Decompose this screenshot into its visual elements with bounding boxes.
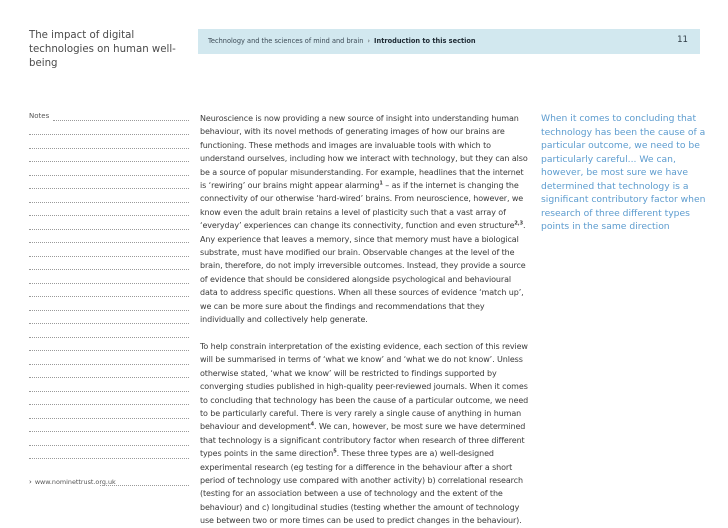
notes-rule — [29, 404, 189, 405]
notes-rule — [29, 458, 189, 459]
body-text-run: Neuroscience is now providing a new source of insight into understanding human behaviour, with its novel methods of generating images of how our brains are functioning. These methods and images are invaluable tools with which to understand ourselves, including how we interact with technology, but they can also be a source of popular misunderstanding. For example, headlines that the internet is ‘rewiring’ our brains might appear alarming — [200, 114, 528, 191]
breadcrumb-separator-icon: › — [367, 37, 371, 45]
notes-rule — [29, 337, 189, 338]
document-title: The impact of digital technologies on human well-being — [29, 30, 176, 69]
breadcrumb — [208, 37, 476, 45]
website-url[interactable]: www.nominettrust.org.uk — [34, 478, 116, 486]
body-text-run: . We can, however, be most sure we have determined that technology is a significant contributory factor when research of three different types points in the same direction — [200, 422, 526, 459]
website-rule — [100, 485, 189, 486]
notes-rule — [29, 229, 189, 230]
body-paragraph — [200, 340, 530, 528]
notes-rule — [53, 120, 189, 121]
notes-rule — [29, 161, 189, 162]
notes-rule — [29, 418, 189, 419]
notes-rule — [29, 188, 189, 189]
notes-rule — [29, 323, 189, 324]
breadcrumb-current: Introduction to this section — [374, 37, 476, 45]
body-text-run: To help constrain interpretation of the existing evidence, each section of this review will be summarised in terms of ‘what we know’ and ‘what we do not know’. Unless otherwise stated, ‘what we know’ will be restricted to findings supported by converging studies published in high-quality peer-reviewed journals. When it comes to concluding that technology has been the cause of a particular outcome, we need to be particularly careful. There is very rarely a single cause of anything in human behaviour and development — [200, 341, 529, 432]
notes-rule — [29, 364, 189, 365]
notes-label: Notes — [29, 112, 50, 120]
breadcrumb-parent[interactable]: Technology and the sciences of mind and brain — [208, 37, 364, 45]
notes-rule — [29, 256, 189, 257]
notes-rule — [29, 134, 189, 135]
notes-rule — [29, 310, 189, 311]
main-body-text — [200, 112, 530, 528]
chevron-right-icon: › — [29, 478, 32, 486]
notes-rule — [29, 148, 189, 149]
footnote-ref: 4 — [310, 421, 314, 428]
notes-rule — [29, 391, 189, 392]
notes-rule — [29, 431, 189, 432]
notes-rule — [29, 296, 189, 297]
notes-rule — [29, 283, 189, 284]
notes-rule — [29, 215, 189, 216]
body-text-run: . Any experience that leaves a memory, since that memory must have a biological substrate, must have modified our brain. Observable changes at the level of the brain, therefore, do not imply irreversible outcomes. Instead, they provide a source of evidence that should be considered alongside psychological and behavioural data to address specific questions. When all these sources of evidence ‘match up’, we can be more sure about the findings and recommendations that they individually and collectively help generate. — [200, 221, 526, 325]
notes-rule — [29, 269, 189, 270]
notes-rule — [29, 202, 189, 203]
body-text-run: – as if the internet is changing the connectivity of our otherwise ‘hard-wired’ brains. From neuroscience, however, we know even the adult brain retains a level of plasticity such that a vast array of ‘everyday’ experiences can change its connectivity, function and even structure — [200, 181, 524, 231]
footnote-ref: 1 — [379, 180, 383, 187]
pull-quote: When it comes to concluding that technology has been the cause of a particular outcome, we need to be particularly careful... We can, however, be most sure we have determined that technology is a significant contributory factor when research of three different types points in the same direction — [541, 113, 706, 232]
page-number: 11 — [677, 35, 688, 45]
footnote-ref: 2,3 — [514, 220, 523, 227]
notes-rule — [29, 445, 189, 446]
footnote-ref: 5 — [333, 448, 337, 455]
body-text-run: . These three types are a) well-designed experimental research (eg testing for a difference in the behaviour after a short period of technology use compared with another activity) b) correlational research (testing for an association between a use of technology and the extent of the behaviour) and c) longitudinal studies (testing whether the amount of technology use between two or more times can be used to predict changes in the behaviour). — [200, 449, 523, 526]
body-paragraph — [200, 112, 530, 327]
notes-rule — [29, 377, 189, 378]
section-header-bar — [198, 29, 700, 54]
notes-rule — [29, 350, 189, 351]
notes-rule — [29, 242, 189, 243]
notes-rule — [29, 175, 189, 176]
